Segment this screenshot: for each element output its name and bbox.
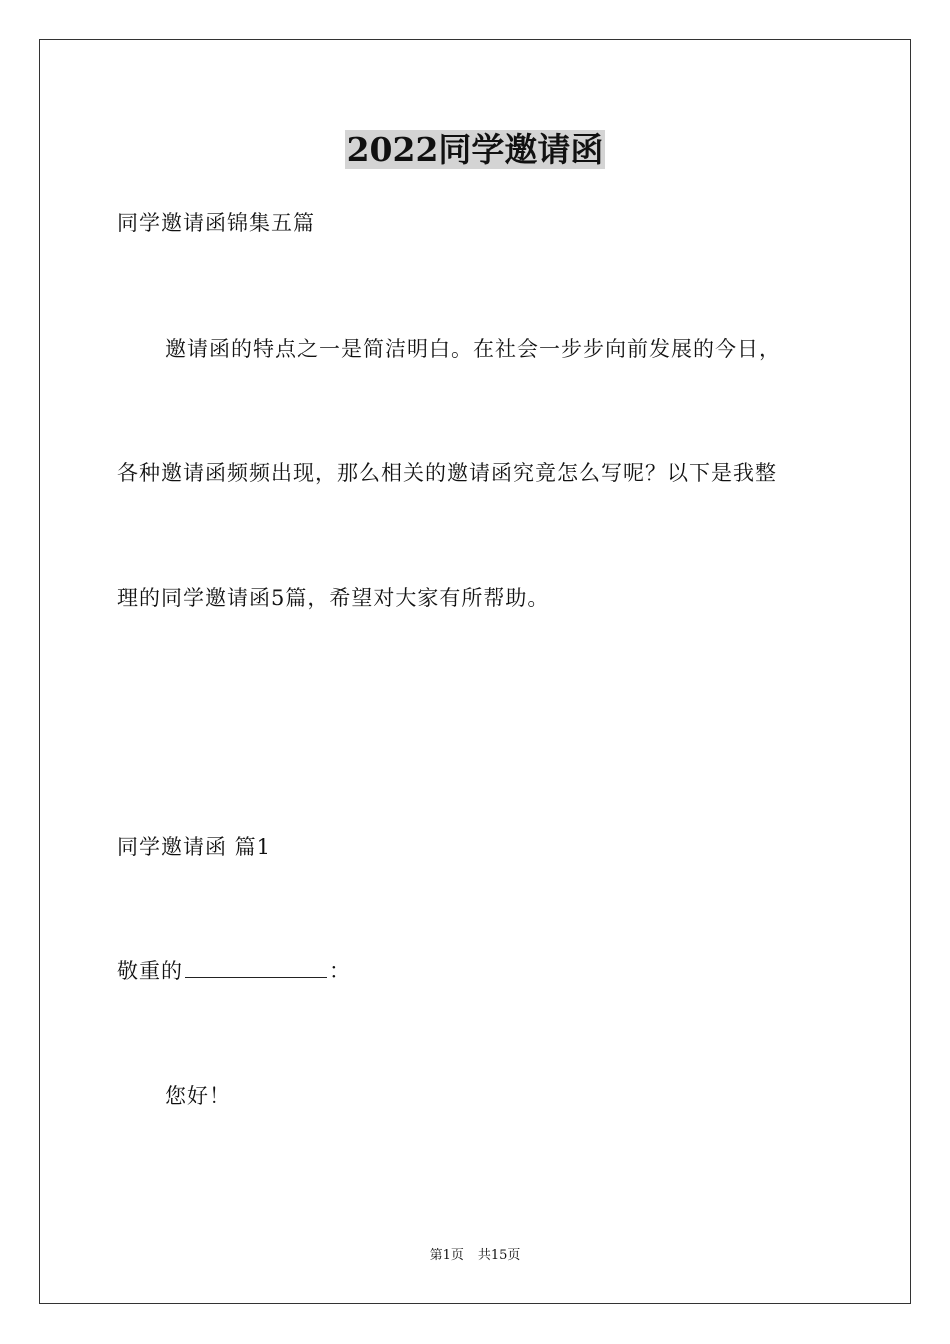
greeting: 您好！ xyxy=(165,1084,231,1108)
page-footer xyxy=(0,1246,950,1266)
page-number: 第1页 xyxy=(429,1248,464,1263)
intro-line-1: 邀请函的特点之一是简洁明白。在社会一步步向前发展的今日， xyxy=(165,337,781,361)
salutation-suffix: ： xyxy=(329,959,351,983)
document-title xyxy=(0,128,950,172)
recipient-blank-line xyxy=(185,957,327,978)
document-subtitle: 同学邀请函锦集五篇 xyxy=(117,211,315,235)
salutation-prefix: 敬重的 xyxy=(117,959,183,983)
salutation xyxy=(117,956,351,986)
section-heading: 同学邀请函 篇1 xyxy=(117,835,272,859)
document-title-text: 2022同学邀请函 xyxy=(346,130,604,169)
intro-line-3: 理的同学邀请函5篇，希望对大家有所帮助。 xyxy=(117,586,550,610)
intro-line-2: 各种邀请函频频出现，那么相关的邀请函究竟怎么写呢？以下是我整 xyxy=(117,461,777,485)
page-total: 共15页 xyxy=(477,1248,521,1263)
